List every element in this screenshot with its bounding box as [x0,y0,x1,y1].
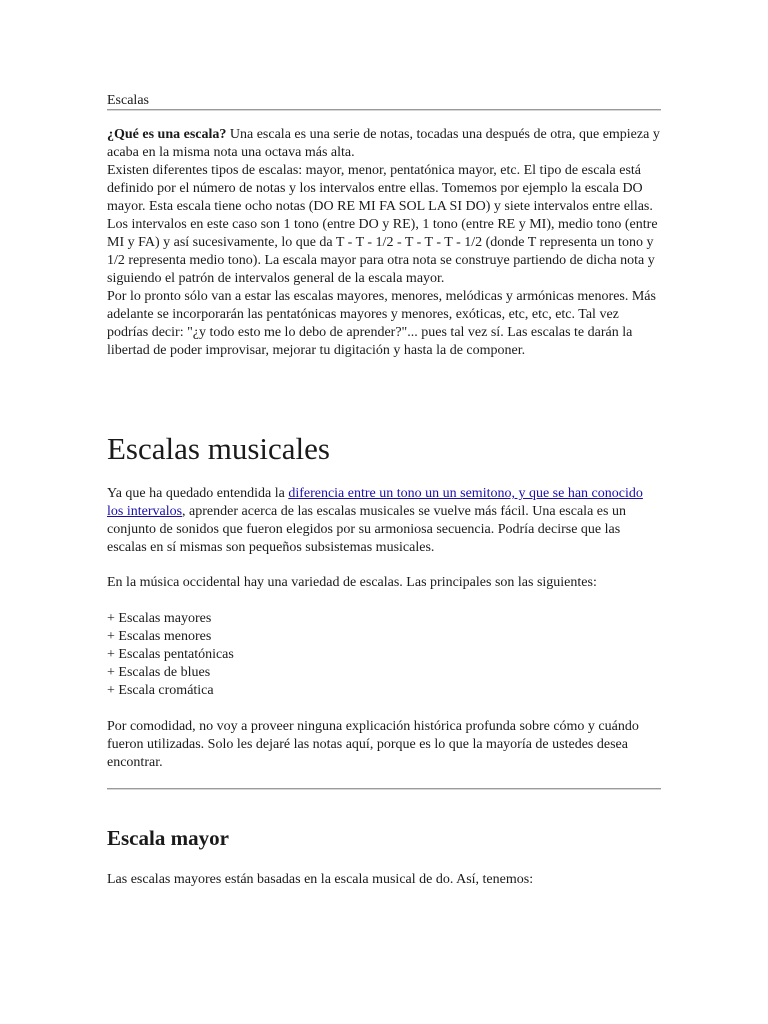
section-p3-text: Por comodidad, no voy a proveer ninguna explicación histórica profunda sobre cómo y cuándo fueron utilizadas. Solo les dejaré las notas aquí, porque es lo que la mayoría de ustedes desea encontrar. [107,719,639,770]
section-p1-after: , aprender acerca de las escalas musicales se vuelve más fácil. Una escala es un conjunto de sonidos que fueron elegidos por su armoniosa secuencia. Podría decirse que las escalas en sí mismas son pequeños subsistemas musicales. [107,504,626,555]
page-header-label: Escalas [107,93,149,108]
scale-types-list-block [107,610,661,700]
list-item: + Escala cromática [107,683,214,698]
subsection-p1-text: Las escalas mayores están basadas en la escala musical de do. Así, tenemos: [107,872,534,887]
subsection-title: Escala mayor [107,826,229,850]
list-item: + Escalas mayores [107,611,212,626]
section-divider [107,788,661,790]
subsection-paragraph-1 [107,871,661,889]
header-divider [107,109,661,111]
intro-question: ¿Qué es una escala? [107,127,227,142]
list-item: + Escalas menores [107,629,212,644]
section-paragraph-3 [107,718,661,772]
list-item: + Escalas de blues [107,665,211,680]
intro-section [107,126,661,360]
intro-definition: Una escala es una serie de notas, tocadas una después de otra, que empieza y acaba en la misma nota una octava más alta. [107,127,660,160]
scale-types-list [107,610,661,700]
list-item: + Escalas pentatónicas [107,647,234,662]
intro-paragraph-3: Por lo pronto sólo van a estar las escalas mayores, menores, melódicas y armónicas menores. Más adelante se incorporarán las pentatónicas mayores y menores, exóticas, etc, etc, etc. Tal vez podrías decir: "¿y todo esto me lo debo de aprender?"... pues tal vez sí. Las escalas te darán la libertad de poder improvisar, mejorar tu digitación y hasta la de componer. [107,289,656,358]
section-paragraph-2 [107,574,661,592]
section-paragraph-1 [107,485,661,557]
section-p2-text: En la música occidental hay una variedad de escalas. Las principales son las siguientes: [107,575,597,590]
intro-paragraph-2: Existen diferentes tipos de escalas: mayor, menor, pentatónica mayor, etc. El tipo de escala está definido por el número de notas y los intervalos entre ellas. Tomemos por ejemplo la escala DO mayor. Esta escala tiene ocho notas (DO RE MI FA SOL LA SI DO) y siete intervalos entre ellas. Los intervalos en este caso son 1 tono (entre DO y RE), 1 tono (entre RE y MI), medio tono (entre MI y FA) y así sucesivamente, lo que da T - T - 1/2 - T - T - T - 1/2 (donde T representa un tono y 1/2 representa medio tono). La escala mayor para otra nota se construye partiendo de dicha nota y siguiendo el patrón de intervalos general de la escala mayor. [107,163,658,286]
intervals-link[interactable]: diferencia entre un tono un un semitono, y que se han conocido los intervalos [107,486,643,519]
section-title: Escalas musicales [107,431,330,466]
section-p1-before: Ya que ha quedado entendida la [107,486,289,501]
intro-paragraph-1 [107,126,661,162]
